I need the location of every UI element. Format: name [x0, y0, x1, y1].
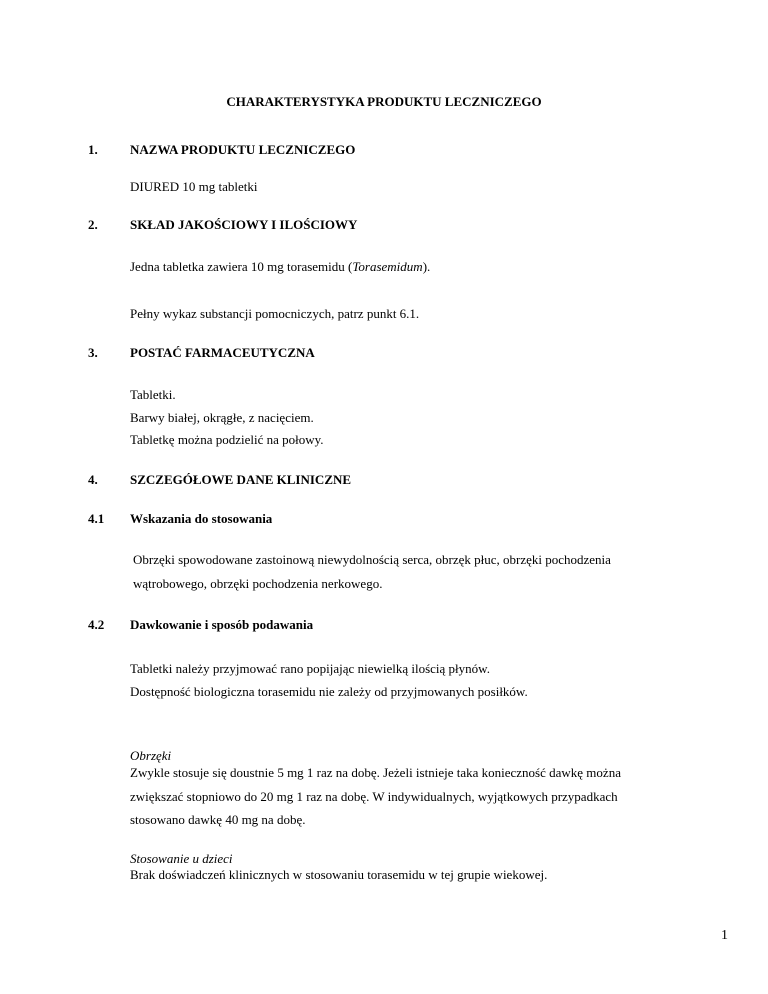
section-4-1-heading: Wskazania do stosowania — [130, 511, 273, 526]
section-3-number: 3. — [88, 345, 98, 360]
section-4-1-line-1: Obrzęki spowodowane zastoinową niewydolnością serca, obrzęk płuc, obrzęki pochodzenia — [133, 552, 611, 567]
subsection-obrzeki-line-1: Zwykle stosuje się doustnie 5 mg 1 raz na dobę. Jeżeli istnieje taka konieczność dawkę można — [130, 765, 621, 780]
section-2-line-1-post: ). — [422, 259, 431, 274]
section-4-1-line-2: wątrobowego, obrzęki pochodzenia nerkowego. — [133, 576, 383, 591]
section-4-1-number: 4.1 — [88, 511, 105, 526]
section-4-2-number: 4.2 — [88, 617, 105, 632]
section-3-line-3: Tabletkę można podzielić na połowy. — [130, 432, 324, 447]
section-2-line-2: Pełny wykaz substancji pomocniczych, patrz punkt 6.1. — [130, 306, 420, 321]
section-3-line-1: Tabletki. — [130, 387, 176, 402]
section-3-line-2: Barwy białej, okrągłe, z nacięciem. — [130, 410, 314, 425]
section-1-number: 1. — [88, 142, 98, 157]
section-4-heading: SZCZEGÓŁOWE DANE KLINICZNE — [130, 472, 352, 487]
section-3-heading: POSTAĆ FARMACEUTYCZNA — [130, 345, 315, 360]
subsection-obrzeki-line-2: zwiększać stopniowo do 20 mg 1 raz na dobę. W indywidualnych, wyjątkowych przypadkach — [130, 789, 618, 804]
document-title: CHARAKTERYSTYKA PRODUKTU LECZNICZEGO — [226, 94, 542, 109]
section-4-2-intro-line-1: Tabletki należy przyjmować rano popijając niewielką ilością płynów. — [130, 661, 490, 676]
section-4-2-intro-line-2: Dostępność biologiczna torasemidu nie zależy od przyjmowanych posiłków. — [130, 684, 528, 699]
section-2-line-1 — [130, 259, 430, 275]
section-2-line-1-pre: Jedna tabletka zawiera 10 mg torasemidu ( — [130, 259, 353, 274]
section-1-heading: NAZWA PRODUKTU LECZNICZEGO — [130, 142, 356, 157]
section-4-2-heading: Dawkowanie i sposób podawania — [130, 617, 314, 632]
subsection-dzieci-line-1: Brak doświadczeń klinicznych w stosowaniu torasemidu w tej grupie wiekowej. — [130, 867, 548, 882]
subsection-obrzeki-title: Obrzęki — [130, 748, 172, 763]
section-1-text: DIURED 10 mg tabletki — [130, 179, 258, 194]
subsection-dzieci-title: Stosowanie u dzieci — [130, 851, 233, 866]
section-2-line-1-italic: Torasemidum — [352, 259, 423, 274]
section-4-number: 4. — [88, 472, 98, 487]
page-number: 1 — [721, 928, 728, 943]
section-2-heading: SKŁAD JAKOŚCIOWY I ILOŚCIOWY — [130, 217, 358, 232]
subsection-obrzeki-line-3: stosowano dawkę 40 mg na dobę. — [130, 812, 306, 827]
section-2-number: 2. — [88, 217, 98, 232]
